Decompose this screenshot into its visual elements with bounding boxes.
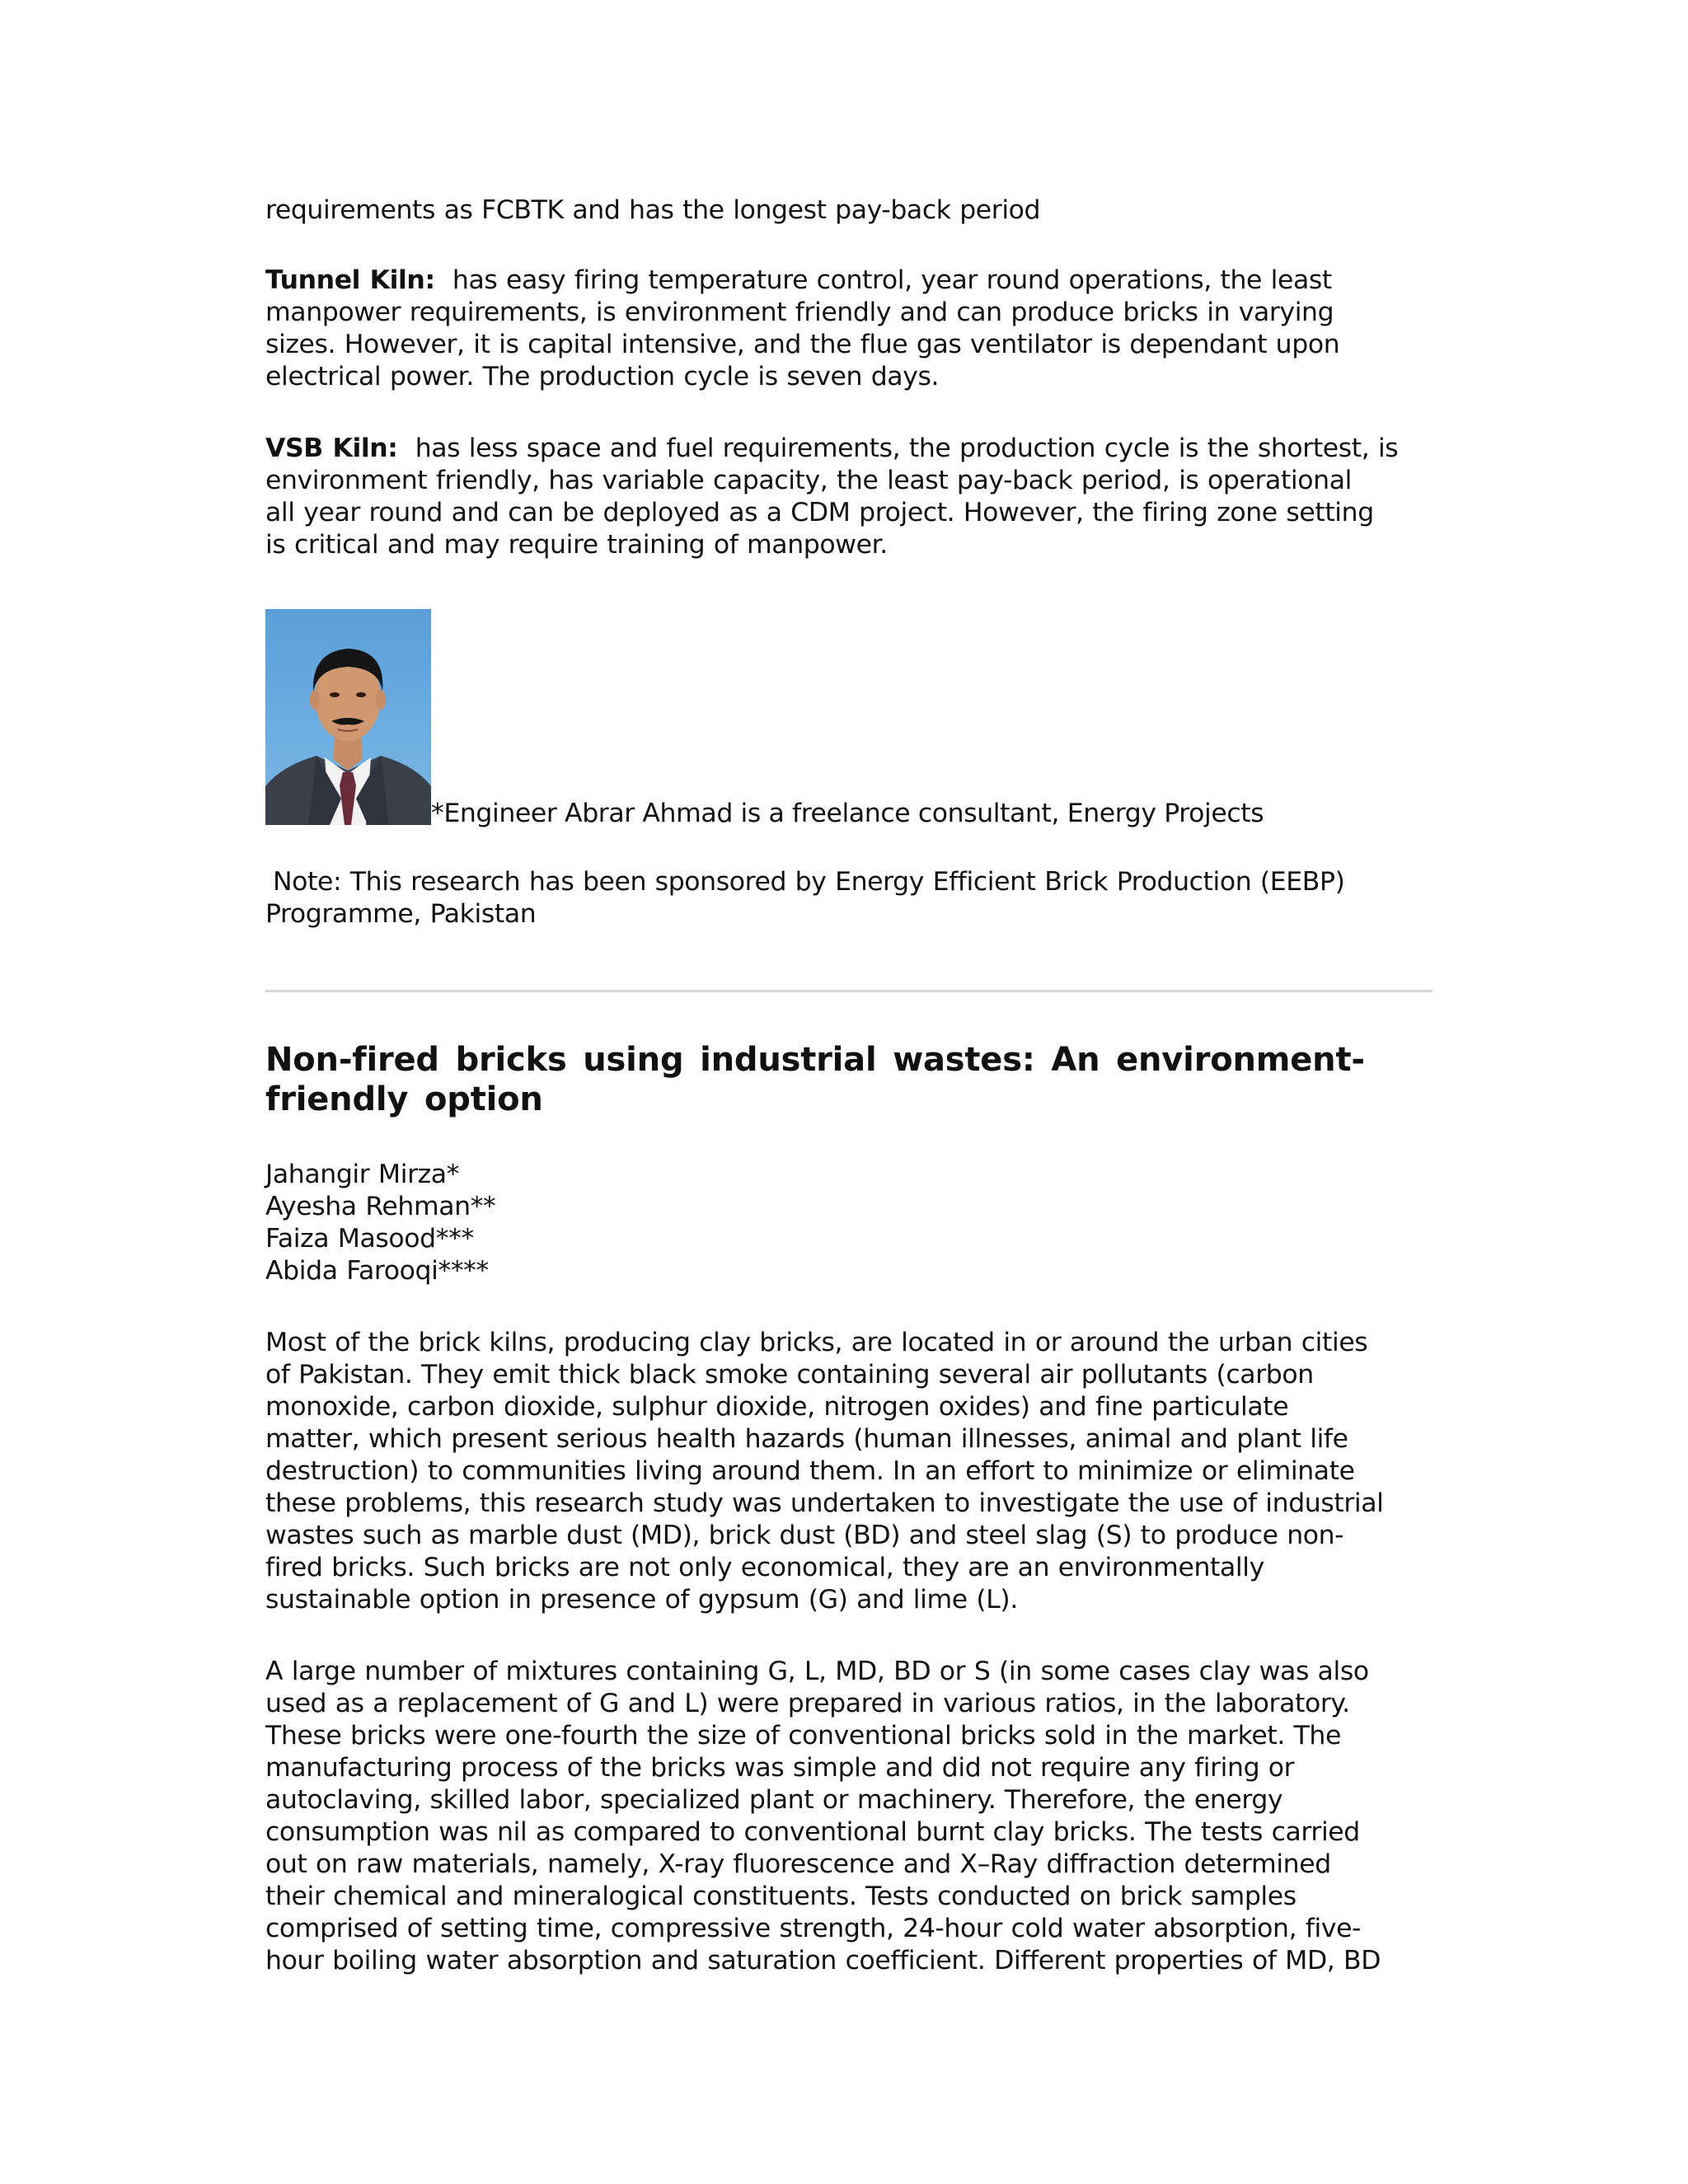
title-line: friendly option [265, 1080, 543, 1118]
para2-line: autoclaving, skilled labor, specialized plant or machinery. Therefore, the energy [265, 1785, 1283, 1815]
para2-line: their chemical and mineralogical constituents. Tests conducted on brick samples [265, 1882, 1296, 1911]
intro-line: requirements as FCBTK and has the longest pay-back period [265, 195, 1041, 225]
author-list [265, 1159, 1436, 1287]
para1-line: sustainable option in presence of gypsum (G) and lime (L). [265, 1585, 1018, 1615]
section-divider [265, 990, 1432, 992]
para2-line: manufacturing process of the bricks was simple and did not require any firing or [265, 1753, 1295, 1783]
tunnel-kiln-paragraph [265, 265, 1436, 393]
title-line: Non-fired bricks using industrial wastes: An environment- [265, 1041, 1365, 1079]
para2-line: comprised of setting time, compressive strength, 24-hour cold water absorption, five- [265, 1914, 1362, 1943]
author-name: Jahangir Mirza* [265, 1160, 460, 1189]
author-name: Abida Farooqi**** [265, 1256, 489, 1286]
para1-line: wastes such as marble dust (MD), brick dust (BD) and steel slag (S) to produce non- [265, 1521, 1344, 1550]
note-line: Note: This research has been sponsored by Energy Efficient Brick Production (EEBP) [273, 867, 1345, 897]
author-photo [265, 609, 431, 825]
vsb-line: environment friendly, has variable capacity, the least pay-back period, is operational [265, 466, 1352, 495]
tunnel-line: manpower requirements, is environment friendly and can produce bricks in varying [265, 298, 1334, 327]
para2-line: These bricks were one-fourth the size of conventional bricks sold in the market. The [265, 1721, 1341, 1750]
para1-line: Most of the brick kilns, producing clay bricks, are located in or around the urban cities [265, 1328, 1368, 1357]
author-row [265, 609, 1436, 828]
vsb-kiln-label: VSB Kiln: [265, 434, 398, 463]
vsb-kiln-paragraph [265, 433, 1436, 561]
abstract-paragraph-1 [265, 1327, 1436, 1616]
vsb-line: has less space and fuel requirements, the production cycle is the shortest, is [415, 434, 1399, 463]
vsb-line: all year round and can be deployed as a CDM project. However, the firing zone setting [265, 498, 1374, 527]
author-caption: *Engineer Abrar Ahmad is a freelance consultant, Energy Projects [431, 799, 1264, 828]
para1-line: destruction) to communities living around them. In an effort to minimize or eliminate [265, 1456, 1355, 1486]
article-title [265, 1040, 1436, 1119]
para2-line: out on raw materials, namely, X-ray fluorescence and X–Ray diffraction determined [265, 1849, 1331, 1879]
tunnel-kiln-label: Tunnel Kiln: [265, 265, 435, 295]
para1-line: monoxide, carbon dioxide, sulphur dioxide, nitrogen oxides) and fine particulate [265, 1392, 1289, 1422]
note-line: Programme, Pakistan [265, 899, 537, 929]
para1-line: of Pakistan. They emit thick black smoke containing several air pollutants (carbon [265, 1360, 1314, 1390]
para2-line: consumption was nil as compared to conventional burnt clay bricks. The tests carried [265, 1817, 1360, 1847]
author-name: Ayesha Rehman** [265, 1192, 496, 1221]
para1-line: matter, which present serious health hazards (human illnesses, animal and plant life [265, 1424, 1348, 1454]
tunnel-line: has easy firing temperature control, year round operations, the least [452, 265, 1332, 295]
author-name: Faiza Masood*** [265, 1224, 474, 1254]
abstract-paragraph-2 [265, 1656, 1436, 1977]
para2-line: A large number of mixtures containing G, L, MD, BD or S (in some cases clay was also [265, 1657, 1369, 1686]
para1-line: these problems, this research study was undertaken to investigate the use of industrial [265, 1488, 1384, 1518]
tunnel-line: electrical power. The production cycle is seven days. [265, 362, 940, 391]
sponsor-note [265, 866, 1436, 930]
para2-line: hour boiling water absorption and saturation coefficient. Different properties of MD, BD [265, 1946, 1381, 1975]
document-page [265, 194, 1436, 1977]
para1-line: fired bricks. Such bricks are not only economical, they are an environmentally [265, 1553, 1264, 1582]
para2-line: used as a replacement of G and L) were prepared in various ratios, in the laboratory. [265, 1689, 1350, 1718]
vsb-line: is critical and may require training of manpower. [265, 530, 888, 560]
tunnel-line: sizes. However, it is capital intensive, and the flue gas ventilator is dependant upon [265, 330, 1340, 359]
